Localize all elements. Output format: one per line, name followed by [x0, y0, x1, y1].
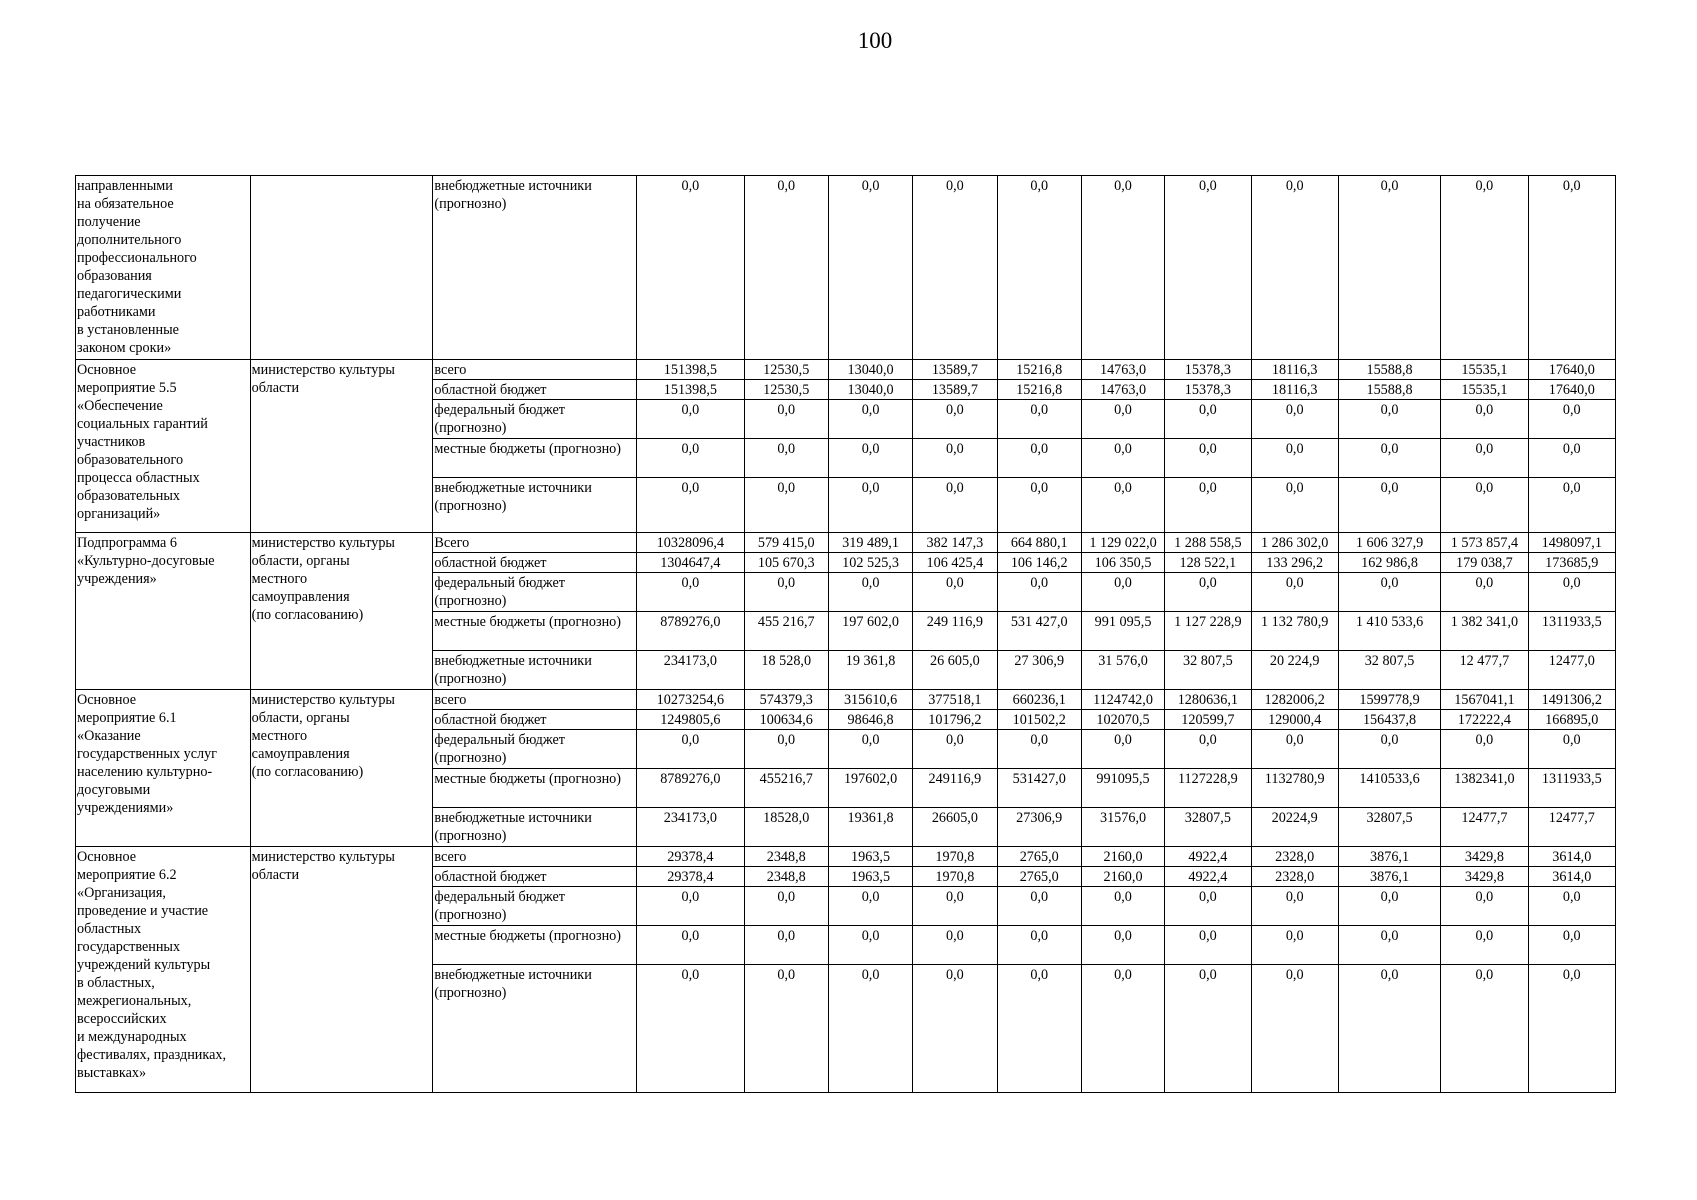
value-cell: 8789276,0 [637, 612, 744, 651]
value-cell: 0,0 [1251, 478, 1338, 533]
funding-source-cell: местные бюджеты (прогнозно) [433, 769, 637, 808]
table-row [76, 847, 1616, 867]
value-cell: 151398,5 [637, 380, 744, 400]
value-cell: 18116,3 [1251, 360, 1338, 380]
value-cell: 0,0 [1338, 400, 1440, 439]
funding-source-cell: федеральный бюджет (прогнозно) [433, 573, 637, 612]
value-cell: 531427,0 [997, 769, 1081, 808]
value-cell: 1124742,0 [1081, 690, 1164, 710]
value-cell: 1970,8 [913, 867, 997, 887]
value-cell: 1 129 022,0 [1081, 533, 1164, 553]
value-cell: 0,0 [913, 965, 997, 1093]
value-cell: 8789276,0 [637, 769, 744, 808]
value-cell: 1 410 533,6 [1338, 612, 1440, 651]
value-cell: 0,0 [1528, 478, 1615, 533]
value-cell: 0,0 [1528, 730, 1615, 769]
table-row [76, 533, 1616, 553]
value-cell: 133 296,2 [1251, 553, 1338, 573]
value-cell: 179 038,7 [1441, 553, 1528, 573]
value-cell: 15378,3 [1165, 380, 1251, 400]
value-cell: 32807,5 [1338, 808, 1440, 847]
value-cell: 0,0 [1338, 926, 1440, 965]
value-cell: 0,0 [637, 887, 744, 926]
value-cell: 0,0 [637, 573, 744, 612]
value-cell: 12477,0 [1528, 651, 1615, 690]
value-cell: 0,0 [1338, 887, 1440, 926]
value-cell: 1127228,9 [1165, 769, 1251, 808]
value-cell: 10273254,6 [637, 690, 744, 710]
value-cell: 1249805,6 [637, 710, 744, 730]
value-cell: 249 116,9 [913, 612, 997, 651]
value-cell: 1 127 228,9 [1165, 612, 1251, 651]
value-cell: 0,0 [637, 965, 744, 1093]
value-cell: 15216,8 [997, 360, 1081, 380]
funding-source-cell: внебюджетные источники (прогнозно) [433, 965, 637, 1093]
value-cell: 18528,0 [744, 808, 828, 847]
value-cell: 0,0 [997, 730, 1081, 769]
value-cell: 15216,8 [997, 380, 1081, 400]
funding-source-cell: всего [433, 360, 637, 380]
value-cell: 3614,0 [1528, 867, 1615, 887]
value-cell: 173685,9 [1528, 553, 1615, 573]
funding-source-cell: внебюджетные источники (прогнозно) [433, 651, 637, 690]
value-cell: 102 525,3 [828, 553, 912, 573]
value-cell: 14763,0 [1081, 360, 1164, 380]
value-cell: 105 670,3 [744, 553, 828, 573]
value-cell: 0,0 [1528, 887, 1615, 926]
budget-table [75, 175, 1616, 1093]
value-cell: 19361,8 [828, 808, 912, 847]
value-cell: 1963,5 [828, 867, 912, 887]
value-cell: 234173,0 [637, 651, 744, 690]
table-row [76, 690, 1616, 710]
value-cell: 3876,1 [1338, 847, 1440, 867]
value-cell: 574379,3 [744, 690, 828, 710]
funding-source-cell: местные бюджеты (прогнозно) [433, 439, 637, 478]
value-cell: 0,0 [1165, 176, 1251, 360]
value-cell: 579 415,0 [744, 533, 828, 553]
value-cell: 0,0 [997, 926, 1081, 965]
value-cell: 156437,8 [1338, 710, 1440, 730]
value-cell: 1970,8 [913, 847, 997, 867]
value-cell: 101796,2 [913, 710, 997, 730]
value-cell: 1 573 857,4 [1441, 533, 1528, 553]
funding-source-cell: местные бюджеты (прогнозно) [433, 612, 637, 651]
value-cell: 27306,9 [997, 808, 1081, 847]
value-cell: 0,0 [997, 439, 1081, 478]
value-cell: 197 602,0 [828, 612, 912, 651]
funding-source-cell: местные бюджеты (прогнозно) [433, 926, 637, 965]
value-cell: 0,0 [1165, 887, 1251, 926]
value-cell: 0,0 [1441, 730, 1528, 769]
value-cell: 0,0 [637, 176, 744, 360]
value-cell: 0,0 [1441, 176, 1528, 360]
value-cell: 101502,2 [997, 710, 1081, 730]
table-row [76, 360, 1616, 380]
value-cell: 0,0 [997, 400, 1081, 439]
value-cell: 20224,9 [1251, 808, 1338, 847]
value-cell: 2328,0 [1251, 867, 1338, 887]
value-cell: 991 095,5 [1081, 612, 1164, 651]
value-cell: 0,0 [828, 730, 912, 769]
executor-cell: министерство культуры области [250, 360, 433, 533]
value-cell: 0,0 [637, 730, 744, 769]
value-cell: 13589,7 [913, 380, 997, 400]
value-cell: 991095,5 [1081, 769, 1164, 808]
value-cell: 29378,4 [637, 867, 744, 887]
value-cell: 1963,5 [828, 847, 912, 867]
value-cell: 13589,7 [913, 360, 997, 380]
value-cell: 234173,0 [637, 808, 744, 847]
value-cell: 3429,8 [1441, 867, 1528, 887]
funding-source-cell: областной бюджет [433, 710, 637, 730]
value-cell: 0,0 [1251, 439, 1338, 478]
value-cell: 129000,4 [1251, 710, 1338, 730]
value-cell: 18116,3 [1251, 380, 1338, 400]
value-cell: 0,0 [1251, 730, 1338, 769]
executor-cell: министерство культуры области [250, 847, 433, 1093]
funding-source-cell: всего [433, 847, 637, 867]
value-cell: 15535,1 [1441, 360, 1528, 380]
value-cell: 0,0 [1251, 965, 1338, 1093]
value-cell: 0,0 [1338, 176, 1440, 360]
value-cell: 13040,0 [828, 360, 912, 380]
value-cell: 2765,0 [997, 847, 1081, 867]
value-cell: 0,0 [1338, 478, 1440, 533]
value-cell: 14763,0 [1081, 380, 1164, 400]
value-cell: 1304647,4 [637, 553, 744, 573]
value-cell: 0,0 [1081, 176, 1164, 360]
value-cell: 0,0 [744, 887, 828, 926]
value-cell: 0,0 [1441, 887, 1528, 926]
value-cell: 0,0 [1081, 965, 1164, 1093]
value-cell: 151398,5 [637, 360, 744, 380]
value-cell: 0,0 [744, 439, 828, 478]
value-cell: 0,0 [744, 573, 828, 612]
value-cell: 0,0 [637, 400, 744, 439]
value-cell: 1410533,6 [1338, 769, 1440, 808]
funding-source-cell: внебюджетные источники (прогнозно) [433, 808, 637, 847]
value-cell: 106 350,5 [1081, 553, 1164, 573]
funding-source-cell: федеральный бюджет (прогнозно) [433, 730, 637, 769]
value-cell: 0,0 [997, 887, 1081, 926]
value-cell: 0,0 [1338, 965, 1440, 1093]
value-cell: 0,0 [1081, 400, 1164, 439]
value-cell: 0,0 [1338, 730, 1440, 769]
value-cell: 0,0 [1165, 478, 1251, 533]
value-cell: 0,0 [1441, 478, 1528, 533]
value-cell: 17640,0 [1528, 360, 1615, 380]
value-cell: 660236,1 [997, 690, 1081, 710]
value-cell: 29378,4 [637, 847, 744, 867]
value-cell: 382 147,3 [913, 533, 997, 553]
value-cell: 3614,0 [1528, 847, 1615, 867]
value-cell: 0,0 [1251, 400, 1338, 439]
value-cell: 12477,7 [1441, 808, 1528, 847]
value-cell: 12530,5 [744, 360, 828, 380]
value-cell: 27 306,9 [997, 651, 1081, 690]
value-cell: 1 288 558,5 [1165, 533, 1251, 553]
value-cell: 0,0 [828, 887, 912, 926]
value-cell: 0,0 [1165, 573, 1251, 612]
value-cell: 12530,5 [744, 380, 828, 400]
value-cell: 0,0 [1081, 573, 1164, 612]
value-cell: 15588,8 [1338, 360, 1440, 380]
value-cell: 0,0 [637, 439, 744, 478]
value-cell: 0,0 [1528, 926, 1615, 965]
value-cell: 0,0 [744, 478, 828, 533]
value-cell: 98646,8 [828, 710, 912, 730]
value-cell: 32 807,5 [1165, 651, 1251, 690]
value-cell: 15378,3 [1165, 360, 1251, 380]
value-cell: 0,0 [1251, 926, 1338, 965]
value-cell: 0,0 [1528, 400, 1615, 439]
value-cell: 0,0 [1081, 439, 1164, 478]
value-cell: 100634,6 [744, 710, 828, 730]
value-cell: 26605,0 [913, 808, 997, 847]
value-cell: 2348,8 [744, 847, 828, 867]
value-cell: 106 146,2 [997, 553, 1081, 573]
value-cell: 26 605,0 [913, 651, 997, 690]
value-cell: 2160,0 [1081, 867, 1164, 887]
value-cell: 0,0 [913, 439, 997, 478]
value-cell: 0,0 [913, 573, 997, 612]
value-cell: 15535,1 [1441, 380, 1528, 400]
value-cell: 0,0 [1081, 730, 1164, 769]
value-cell: 0,0 [1441, 573, 1528, 612]
program-name-cell: Основное мероприятие 6.1 «Оказание государственных услуг населению культурно- досуговыми учреждениями» [76, 690, 251, 847]
value-cell: 13040,0 [828, 380, 912, 400]
funding-source-cell: федеральный бюджет (прогнозно) [433, 887, 637, 926]
value-cell: 0,0 [828, 926, 912, 965]
funding-source-cell: федеральный бюджет (прогнозно) [433, 400, 637, 439]
value-cell: 531 427,0 [997, 612, 1081, 651]
value-cell: 128 522,1 [1165, 553, 1251, 573]
table-row [76, 176, 1616, 360]
table-body [76, 176, 1616, 1093]
value-cell: 0,0 [1441, 926, 1528, 965]
value-cell: 0,0 [744, 176, 828, 360]
value-cell: 0,0 [1441, 439, 1528, 478]
value-cell: 0,0 [828, 439, 912, 478]
value-cell: 4922,4 [1165, 867, 1251, 887]
value-cell: 1491306,2 [1528, 690, 1615, 710]
executor-cell: министерство культуры области, органы местного самоуправления (по согласованию) [250, 690, 433, 847]
value-cell: 1 382 341,0 [1441, 612, 1528, 651]
value-cell: 0,0 [1081, 478, 1164, 533]
page-number: 100 [857, 28, 893, 53]
program-name-cell: Подпрограмма 6 «Культурно-досуговые учреждения» [76, 533, 251, 690]
value-cell: 0,0 [637, 478, 744, 533]
value-cell: 377518,1 [913, 690, 997, 710]
funding-source-cell: внебюджетные источники (прогнозно) [433, 478, 637, 533]
value-cell: 1280636,1 [1165, 690, 1251, 710]
funding-source-cell: областной бюджет [433, 380, 637, 400]
value-cell: 0,0 [913, 478, 997, 533]
value-cell: 0,0 [828, 400, 912, 439]
value-cell: 0,0 [1528, 965, 1615, 1093]
value-cell: 0,0 [1338, 573, 1440, 612]
value-cell: 17640,0 [1528, 380, 1615, 400]
value-cell: 0,0 [744, 965, 828, 1093]
value-cell: 166895,0 [1528, 710, 1615, 730]
value-cell: 0,0 [1165, 400, 1251, 439]
funding-source-cell: областной бюджет [433, 553, 637, 573]
value-cell: 31576,0 [1081, 808, 1164, 847]
value-cell: 0,0 [913, 730, 997, 769]
value-cell: 1599778,9 [1338, 690, 1440, 710]
funding-source-cell: внебюджетные источники (прогнозно) [433, 176, 637, 360]
value-cell: 1311933,5 [1528, 769, 1615, 808]
value-cell: 0,0 [997, 965, 1081, 1093]
funding-source-cell: областной бюджет [433, 867, 637, 887]
value-cell: 32 807,5 [1338, 651, 1440, 690]
value-cell: 10328096,4 [637, 533, 744, 553]
value-cell: 120599,7 [1165, 710, 1251, 730]
value-cell: 0,0 [1528, 176, 1615, 360]
value-cell: 315610,6 [828, 690, 912, 710]
value-cell: 0,0 [1165, 730, 1251, 769]
value-cell: 1498097,1 [1528, 533, 1615, 553]
value-cell: 249116,9 [913, 769, 997, 808]
value-cell: 197602,0 [828, 769, 912, 808]
value-cell: 1 286 302,0 [1251, 533, 1338, 553]
value-cell: 1382341,0 [1441, 769, 1528, 808]
value-cell: 0,0 [913, 887, 997, 926]
value-cell: 4922,4 [1165, 847, 1251, 867]
value-cell: 12 477,7 [1441, 651, 1528, 690]
value-cell: 0,0 [1165, 965, 1251, 1093]
value-cell: 19 361,8 [828, 651, 912, 690]
value-cell: 2328,0 [1251, 847, 1338, 867]
value-cell: 0,0 [828, 478, 912, 533]
value-cell: 455 216,7 [744, 612, 828, 651]
value-cell: 0,0 [1338, 439, 1440, 478]
value-cell: 1 606 327,9 [1338, 533, 1440, 553]
value-cell: 0,0 [913, 176, 997, 360]
program-name-cell: Основное мероприятие 5.5 «Обеспечение социальных гарантий участников образовательного процесса областных образовательных организаций» [76, 360, 251, 533]
program-name-cell: направленными на обязательное получение дополнительного профессионального образования педагогическими работниками в установленные законом сроки» [76, 176, 251, 360]
value-cell: 0,0 [1081, 926, 1164, 965]
value-cell: 1132780,9 [1251, 769, 1338, 808]
value-cell: 0,0 [1251, 887, 1338, 926]
value-cell: 0,0 [1251, 176, 1338, 360]
value-cell: 319 489,1 [828, 533, 912, 553]
executor-cell [250, 176, 433, 360]
value-cell: 0,0 [997, 478, 1081, 533]
value-cell: 0,0 [828, 573, 912, 612]
value-cell: 0,0 [1251, 573, 1338, 612]
value-cell: 32807,5 [1165, 808, 1251, 847]
value-cell: 15588,8 [1338, 380, 1440, 400]
value-cell: 2348,8 [744, 867, 828, 887]
executor-cell: министерство культуры области, органы местного самоуправления (по согласованию) [250, 533, 433, 690]
value-cell: 1282006,2 [1251, 690, 1338, 710]
value-cell: 0,0 [828, 176, 912, 360]
funding-source-cell: Всего [433, 533, 637, 553]
value-cell: 0,0 [997, 573, 1081, 612]
value-cell: 1567041,1 [1441, 690, 1528, 710]
value-cell: 106 425,4 [913, 553, 997, 573]
value-cell: 664 880,1 [997, 533, 1081, 553]
value-cell: 0,0 [744, 730, 828, 769]
value-cell: 1 132 780,9 [1251, 612, 1338, 651]
value-cell: 12477,7 [1528, 808, 1615, 847]
funding-source-cell: всего [433, 690, 637, 710]
value-cell: 18 528,0 [744, 651, 828, 690]
value-cell: 0,0 [744, 926, 828, 965]
value-cell: 2765,0 [997, 867, 1081, 887]
value-cell: 31 576,0 [1081, 651, 1164, 690]
value-cell: 102070,5 [1081, 710, 1164, 730]
value-cell: 2160,0 [1081, 847, 1164, 867]
value-cell: 3429,8 [1441, 847, 1528, 867]
value-cell: 172222,4 [1441, 710, 1528, 730]
value-cell: 0,0 [1441, 965, 1528, 1093]
value-cell: 0,0 [1528, 573, 1615, 612]
value-cell: 1311933,5 [1528, 612, 1615, 651]
value-cell: 0,0 [913, 926, 997, 965]
value-cell: 0,0 [1528, 439, 1615, 478]
value-cell: 0,0 [744, 400, 828, 439]
value-cell: 0,0 [1441, 400, 1528, 439]
value-cell: 20 224,9 [1251, 651, 1338, 690]
value-cell: 0,0 [913, 400, 997, 439]
value-cell: 0,0 [828, 965, 912, 1093]
value-cell: 0,0 [1165, 926, 1251, 965]
program-name-cell: Основное мероприятие 6.2 «Организация, проведение и участие областных государственных учреждений культуры в областных, межрегиональных, всероссийских и международных фестивалях, праздниках, выставках» [76, 847, 251, 1093]
value-cell: 3876,1 [1338, 867, 1440, 887]
value-cell: 162 986,8 [1338, 553, 1440, 573]
value-cell: 0,0 [1165, 439, 1251, 478]
value-cell: 0,0 [637, 926, 744, 965]
value-cell: 455216,7 [744, 769, 828, 808]
value-cell: 0,0 [997, 176, 1081, 360]
value-cell: 0,0 [1081, 887, 1164, 926]
